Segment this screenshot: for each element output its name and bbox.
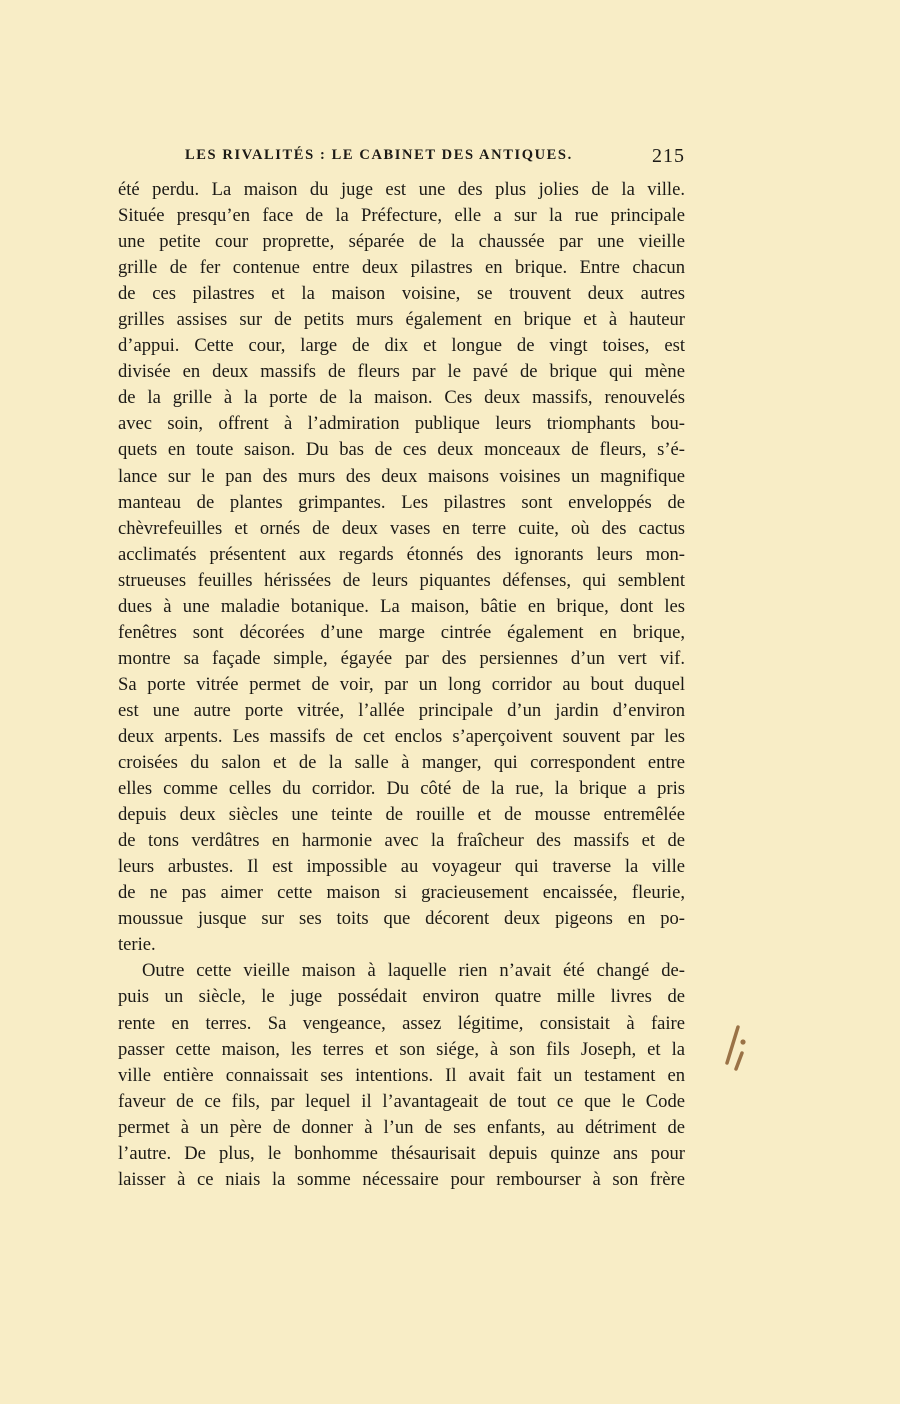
- text-line: montre sa façade simple, égayée par des persiennes d’un vert vif.: [118, 647, 685, 669]
- text-line: lance sur le pan des murs des deux maisons voisines un magnifique: [118, 465, 685, 487]
- text-line: est une autre porte vitrée, l’allée principale d’un jardin d’environ: [118, 699, 685, 721]
- text-line: Sa porte vitrée permet de voir, par un long corridor au bout duquel: [118, 673, 685, 695]
- text-line: croisées du salon et de la salle à manger, qui correspondent entre: [118, 752, 685, 774]
- text-line: été perdu. La maison du juge est une des plus jolies de la ville.: [118, 179, 685, 200]
- text-line: moussue jusque sur ses toits que décorent deux pigeons en po-: [118, 908, 685, 930]
- running-header: [185, 145, 685, 171]
- running-title: LES RIVALITÉS : LE CABINET DES ANTIQUES.: [185, 147, 573, 163]
- text-line: de la grille à la porte de la maison. Ces deux massifs, renouvelés: [118, 387, 685, 409]
- body-text: [118, 177, 685, 1193]
- text-line: depuis deux siècles une teinte de rouille et de mousse entremêlée: [118, 804, 685, 826]
- text-line: puis un siècle, le juge possédait environ quatre mille livres de: [118, 986, 685, 1008]
- text-line: de tons verdâtres en harmonie avec la fraîcheur des massifs et de: [118, 830, 685, 852]
- text-line: acclimatés présentent aux regards étonnés des ignorants leurs mon-: [118, 543, 685, 565]
- text-line: grilles assises sur de petits murs également en brique et à hauteur: [118, 309, 685, 331]
- text-line: quets en toute saison. Du bas de ces deux monceaux de fleurs, s’é-: [118, 439, 685, 461]
- text-line: divisée en deux massifs de fleurs par le pavé de brique qui mène: [118, 361, 685, 383]
- text-line: deux arpents. Les massifs de cet enclos s’aperçoivent souvent par les: [118, 725, 685, 747]
- text-line: ville entière connaissait ses intentions. Il avait fait un testament en: [118, 1064, 685, 1086]
- text-line: laisser à ce niais la somme nécessaire pour rembourser à son frère: [118, 1168, 685, 1190]
- handwritten-margin-note: [722, 1025, 762, 1075]
- text-line: strueuses feuilles hérissées de leurs piquantes défenses, qui semblent: [118, 569, 685, 591]
- text-line: l’autre. De plus, le bonhomme thésaurisait depuis quinze ans pour: [118, 1142, 685, 1164]
- text-line: permet à un père de donner à l’un de ses enfants, au détriment de: [118, 1116, 685, 1138]
- text-line: de ne pas aimer cette maison si gracieusement encaissée, fleurie,: [118, 882, 685, 904]
- text-line: chèvrefeuilles et ornés de deux vases en terre cuite, où des cactus: [118, 517, 685, 539]
- text-line: dues à une maladie botanique. La maison, bâtie en brique, dont les: [118, 595, 685, 617]
- text-line: de ces pilastres et la maison voisine, se trouvent deux autres: [118, 283, 685, 305]
- text-line: leurs arbustes. Il est impossible au voyageur qui traverse la ville: [118, 856, 685, 878]
- text-line: terie.: [118, 934, 156, 956]
- text-line: manteau de plantes grimpantes. Les pilastres sont enveloppés de: [118, 491, 685, 513]
- text-line: elles comme celles du corridor. Du côté de la rue, la brique a pris: [118, 778, 685, 800]
- text-line: faveur de ce fils, par lequel il l’avantageait de tout ce que le Code: [118, 1090, 685, 1112]
- text-line: Outre cette vieille maison à laquelle rien n’avait été changé de-: [142, 960, 685, 982]
- text-line: une petite cour proprette, séparée de la chaussée par une vieille: [118, 231, 685, 253]
- page-number: 215: [652, 145, 685, 167]
- text-line: passer cette maison, les terres et son siége, à son fils Joseph, et la: [118, 1038, 685, 1060]
- text-line: d’appui. Cette cour, large de dix et longue de vingt toises, est: [118, 335, 685, 357]
- text-line: avec soin, offrent à l’admiration publique leurs triomphants bou-: [118, 413, 685, 435]
- text-line: fenêtres sont décorées d’une marge cintrée également en brique,: [118, 621, 685, 643]
- text-line: rente en terres. Sa vengeance, assez légitime, consistait à faire: [118, 1012, 685, 1034]
- text-line: Située presqu’en face de la Préfecture, elle a sur la rue principale: [118, 205, 685, 227]
- pencil-mark-icon: [722, 1025, 762, 1075]
- text-line: grille de fer contenue entre deux pilastres en brique. Entre chacun: [118, 257, 685, 279]
